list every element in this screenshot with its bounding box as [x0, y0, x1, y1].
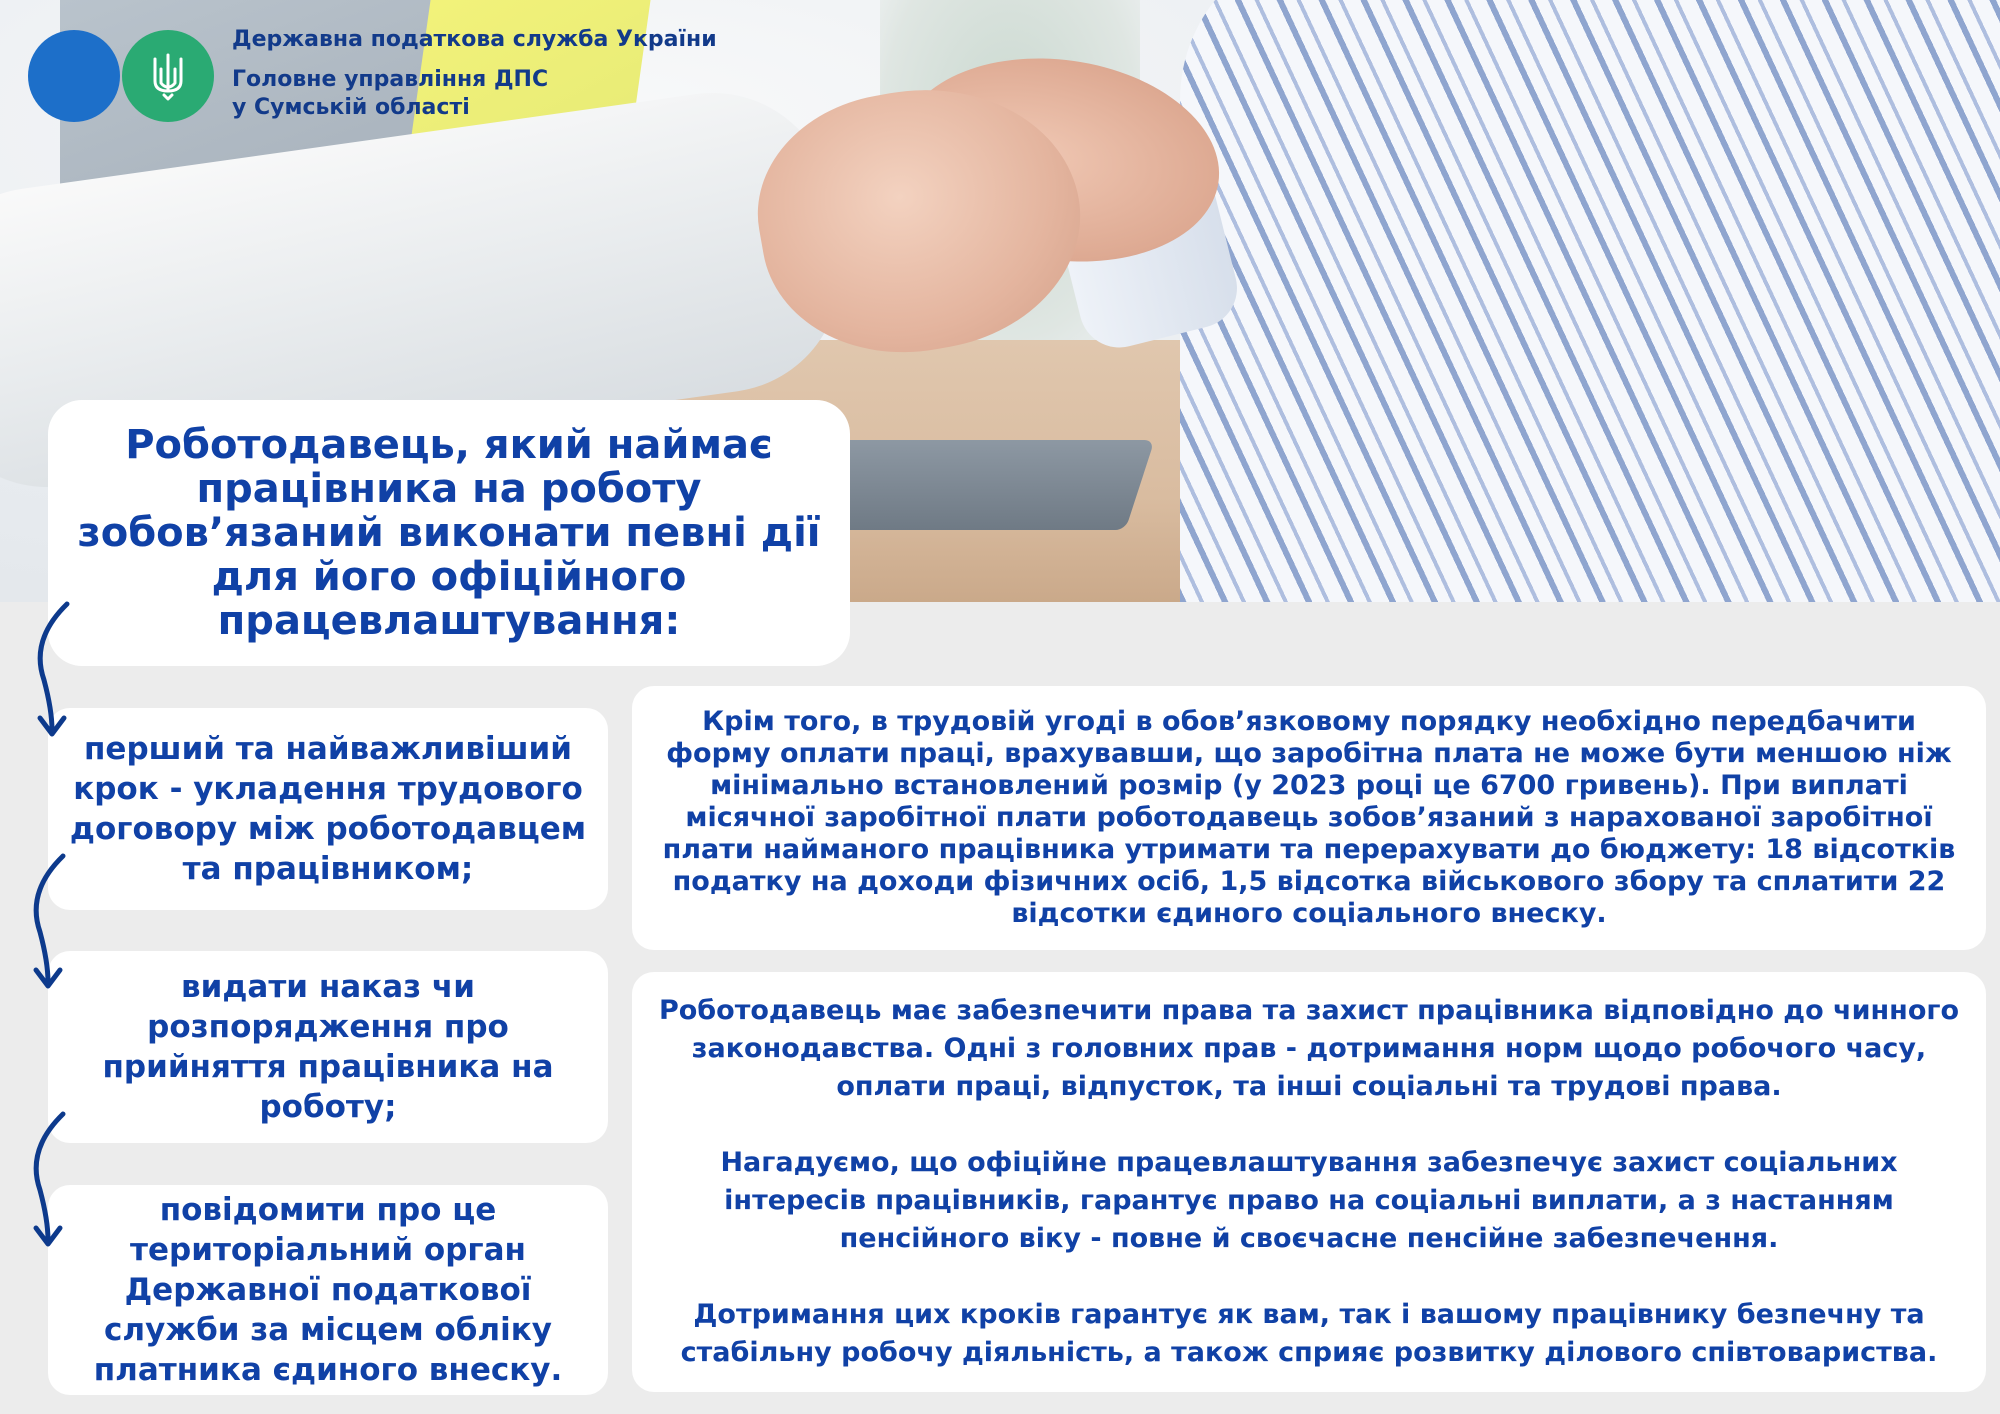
page-title-card [48, 400, 850, 666]
step-card-1 [48, 708, 608, 910]
step-text-1: перший та найважливіший крок - укладення трудового договору між роботодавцем та працівником; [69, 731, 587, 887]
info-paragraph-reminder: Нагадуємо, що офіційне працевлаштування забезпечує захист соціальних інтересів працівників, гарантує право на соціальні виплати, а з настанням пенсійного віку - повне й своєчасне пенсійне забезпечення. [720, 1147, 1898, 1254]
curved-arrow-down-icon [18, 852, 78, 1002]
blue-circle-logo [28, 30, 120, 122]
step-text-2: видати наказ чи розпорядження про прийняття працівника на роботу; [102, 969, 554, 1125]
org-name: Державна податкова служба України [232, 27, 717, 52]
info-text-wages: Крім того, в трудовій угоді в обов’язковому порядку необхідно передбачити форму оплати праці, врахувавши, що заробітна плата не може бути меншою ніж мінімально встановлений розмір (у 2023 році це 6700 гривень). При виплаті місячної заробітної плати роботодавець зобов’язаний з нарахованої заробітної плати найманого працівника утримати та перерахувати до бюджету: 18 відсотків податку на доходи фізичних осіб, 1,5 відсотка військового збору та сплатити 22 відсотки єдиного соціального внеску. [662, 706, 1956, 929]
curved-arrow-down-icon [22, 600, 82, 750]
org-subdivision-line2: у Сумській області [232, 95, 470, 120]
info-paragraph-rights: Роботодавець має забезпечити права та захист працівника відповідно до чинного законодавства. Одні з головних прав - дотримання норм щодо робочого часу, оплати праці, відпусток, та інші соціальні та трудові права. [658, 995, 1960, 1102]
dps-emblem-logo [122, 30, 214, 122]
info-paragraph-conclusion: Дотримання цих кроків гарантує як вам, так і вашому працівнику безпечну та стабільну робочу діяльність, а також сприяє розвитку ділового співтовариства. [680, 1299, 1938, 1368]
step-text-3: повідомити про це територіальний орган Державної податкової служби за місцем обліку платника єдиного внеску. [93, 1192, 563, 1388]
curved-arrow-down-icon [18, 1110, 78, 1260]
org-subdivision [232, 66, 548, 122]
step-card-3 [48, 1185, 608, 1395]
org-subdivision-line1: Головне управління ДПС [232, 67, 549, 92]
step-card-2 [48, 951, 608, 1143]
page-title: Роботодавець, який наймає працівника на роботу зобов’язаний виконати певні дії для його офіційного працевлаштування: [77, 422, 821, 644]
info-card-wages [632, 686, 1986, 950]
trident-icon [150, 51, 186, 101]
info-card-rights [632, 972, 1986, 1392]
